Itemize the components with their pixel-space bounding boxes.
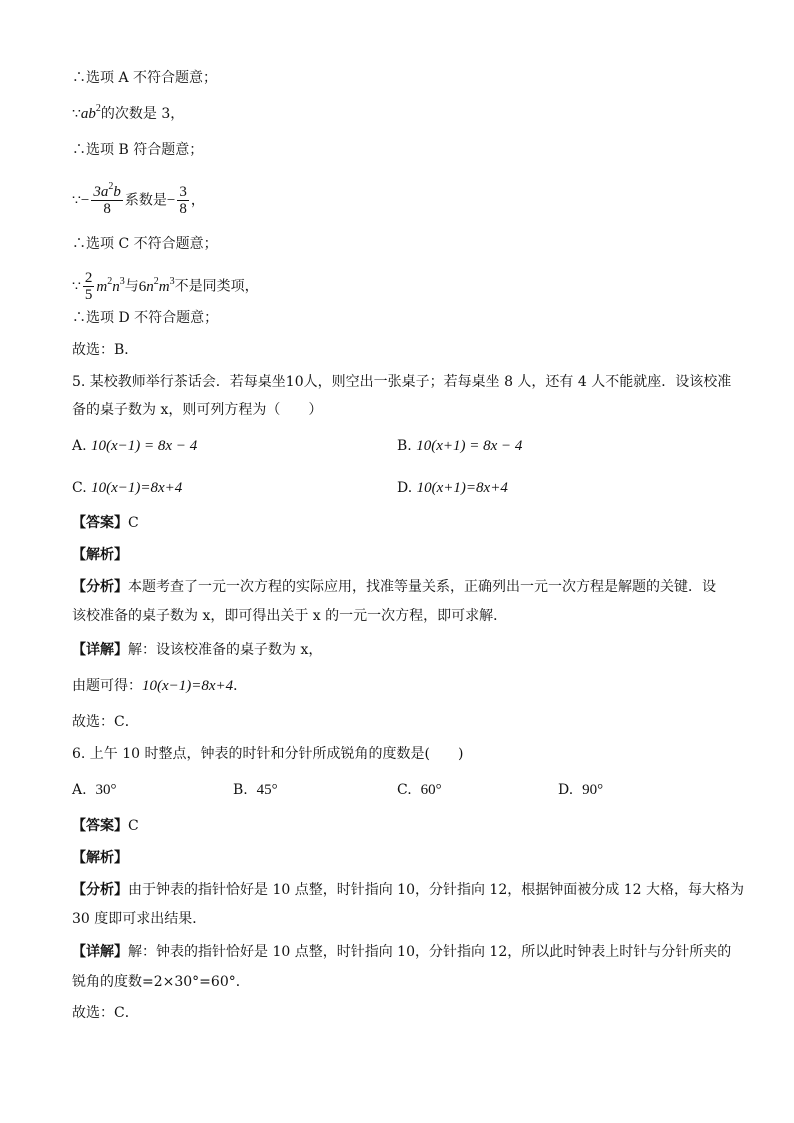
- analysis-title: 【解析】: [72, 850, 128, 866]
- conclusion: 故选：C．: [72, 714, 139, 730]
- option-c: C. 10(x−1)=8x+4: [72, 480, 183, 496]
- fraction-3a2b-over-8: $\frac{3a^2b}{8}$: [93, 181, 121, 217]
- detail-text: 【详解】解：设该校准备的桌子数为 x，: [72, 642, 323, 658]
- text-line: ∴选项 D 不符合题意；: [72, 310, 219, 326]
- text-line: ∵ $\frac{2}{5}$ $m^2n^3$与$6n^2m^3$不是同类项，: [72, 270, 259, 303]
- analysis-text: 30 度即可求出结果．: [72, 911, 207, 927]
- analysis-text: 该校准备的桌子数为 x，即可得出关于 x 的一元一次方程，即可求解．: [72, 608, 508, 624]
- fraction-2-over-5: $\frac{2}{5}$: [84, 270, 93, 303]
- detail-text: 【详解】解：钟表的指针恰好是 10 点整，时针指向 10，分针指向 12，所以此时钟表上时针与分针所夹的: [72, 944, 732, 960]
- text-line: ∴选项 A 不符合题意；: [72, 70, 218, 86]
- detail-text: 由题可得：10(x−1)=8x+4．: [72, 678, 248, 694]
- text-line: ∵− $\frac{3a^2b}{8}$ 系数是− $\frac{3}{8}$ ，: [72, 181, 205, 217]
- option-c: C. 60°: [397, 782, 442, 798]
- option-b: B. 10(x+1) = 8x − 4: [397, 438, 523, 454]
- analysis-title: 【解析】: [72, 547, 128, 563]
- option-a: A. 10(x−1) = 8x − 4: [72, 438, 198, 454]
- text-line: ∴选项 B 符合题意；: [72, 142, 204, 158]
- option-d: D. 10(x+1)=8x+4: [397, 480, 508, 496]
- question-5-stem: 备的桌子数为 x，则可列方程为（ ）: [72, 402, 323, 418]
- text-line: 故选：B．: [72, 342, 139, 358]
- text-line: ∴选项 C 不符合题意；: [72, 236, 218, 252]
- question-5-stem: 5. 某校教师举行茶话会．若每桌坐10人，则空出一张桌子；若每桌坐 8 人，还有 4 人不能就座．设该校准: [72, 374, 732, 390]
- question-6-stem: 6. 上午 10 时整点，钟表的时针和分针所成锐角的度数是( ): [72, 746, 464, 762]
- math-ab2: $ab^2$: [80, 103, 101, 122]
- conclusion: 故选：C．: [72, 1005, 139, 1021]
- answer-line: 【答案】C: [72, 818, 139, 834]
- fraction-3-over-8: $\frac{3}{8}$: [179, 184, 187, 217]
- math-m2n3: $m^2n^3$: [96, 275, 125, 295]
- answer-line: 【答案】C: [72, 515, 139, 531]
- option-d: D. 90°: [558, 782, 604, 798]
- option-b: B. 45°: [233, 782, 278, 798]
- math-6n2m3: $6n^2m^3$: [138, 275, 175, 295]
- option-a: A. 30°: [72, 782, 117, 798]
- analysis-text: 【分析】由于钟表的指针恰好是 10 点整，时针指向 10，分针指向 12，根据钟面被分成 12 大格，每大格为: [72, 882, 744, 898]
- analysis-text: 【分析】本题考查了一元一次方程的实际应用，找准等量关系，正确列出一元一次方程是解题的关键．设: [72, 579, 716, 595]
- detail-text: 锐角的度数=2×30°=60°．: [72, 974, 250, 990]
- text-line: $\because ab^2$的次数是 3，: [72, 103, 185, 122]
